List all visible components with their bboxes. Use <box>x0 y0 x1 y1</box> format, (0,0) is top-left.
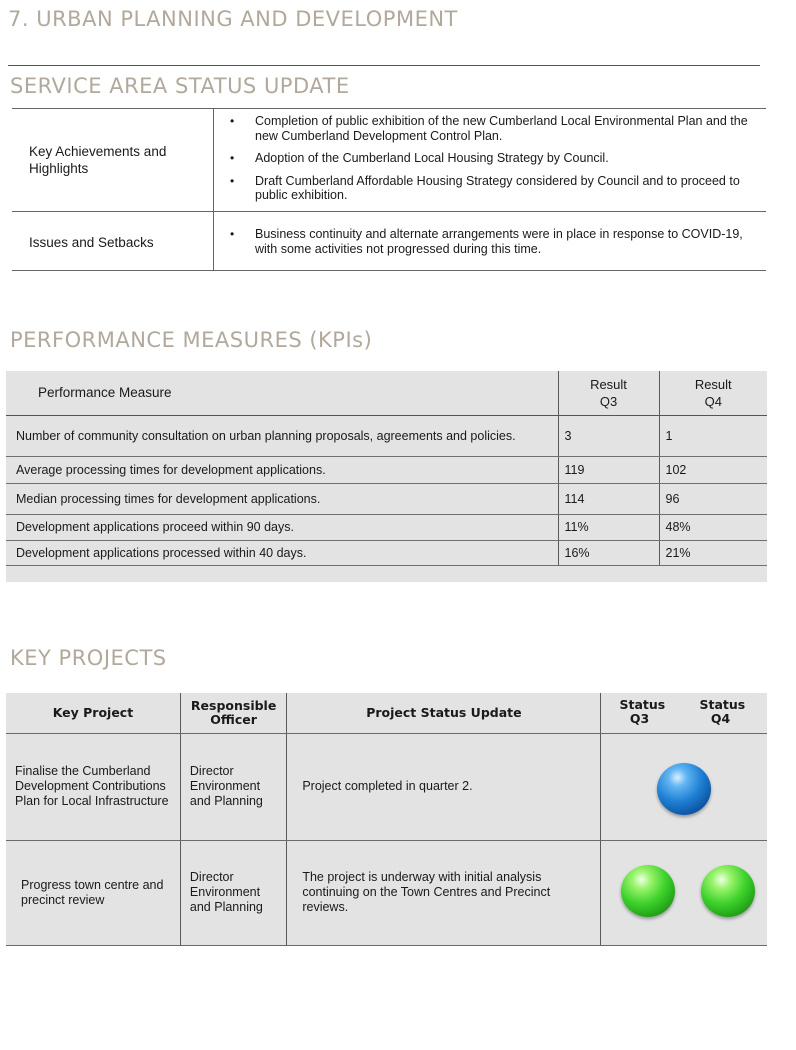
kpi-q3: 114 <box>558 483 659 514</box>
title-divider <box>8 65 760 66</box>
project-name: Finalise the Cumberland Development Contributions Plan for Local Infrastructure <box>6 733 180 840</box>
status-q3-on-track-icon <box>621 865 675 917</box>
kpi-q3: 3 <box>558 415 659 456</box>
project-officer: Director Environment and Planning <box>180 733 286 840</box>
table-row <box>6 514 767 540</box>
kpi-measure: Development applications proceed within 90 days. <box>6 514 558 540</box>
table-row <box>6 415 767 456</box>
table-row <box>6 840 767 945</box>
projects-header-update: Project Status Update <box>287 693 601 733</box>
key-achievements-label: Key Achievements and Highlights <box>29 144 167 176</box>
issues-setbacks-list <box>213 227 766 256</box>
list-item: • Completion of public exhibition of the new Cumberland Local Environmental Plan and the new Cumberland Development Control Plan. <box>213 114 766 143</box>
list-item: • Draft Cumberland Affordable Housing Strategy considered by Council and to proceed to public exhibition. <box>213 174 766 203</box>
project-officer: Director Environment and Planning <box>180 840 286 945</box>
projects-header-q3: Status Q3 <box>619 697 666 726</box>
kpi-header-measure: Performance Measure <box>6 371 558 415</box>
kpi-header-q3: Result Q3 <box>558 371 659 415</box>
kpi-measure: Number of community consultation on urban planning proposals, agreements and policies. <box>6 415 558 456</box>
project-status-cell <box>601 733 767 840</box>
project-status-cell <box>601 840 767 945</box>
kpi-measure: Median processing times for development applications. <box>6 483 558 514</box>
projects-header-q4: Status Q4 <box>699 697 746 726</box>
kpi-heading: PERFORMANCE MEASURES (KPIs) <box>10 328 373 352</box>
section-title: 7. URBAN PLANNING AND DEVELOPMENT <box>8 7 458 31</box>
kpi-q4: 96 <box>659 483 767 514</box>
projects-header-officer: Responsible Officer <box>180 693 286 733</box>
kpi-q3: 119 <box>558 456 659 483</box>
list-item: • Adoption of the Cumberland Local Housing Strategy by Council. <box>213 151 766 166</box>
kpi-header-row <box>6 371 767 415</box>
sa-mid-rule <box>12 211 766 212</box>
list-item: • Business continuity and alternate arrangements were in place in response to COVID-19, with some activities not progressed during this time. <box>213 227 766 256</box>
table-row <box>6 483 767 514</box>
status-q4-on-track-icon <box>701 865 755 917</box>
projects-header-row <box>6 693 767 733</box>
kpi-q4: 1 <box>659 415 767 456</box>
kpi-footer-row <box>6 565 767 582</box>
table-row <box>6 456 767 483</box>
kpi-q4: 48% <box>659 514 767 540</box>
key-achievements-list <box>213 114 766 203</box>
kpi-measure: Average processing times for development applications. <box>6 456 558 483</box>
issues-setbacks-label: Issues and Setbacks <box>29 235 154 250</box>
sa-top-rule <box>12 108 766 109</box>
kpi-table <box>6 371 767 582</box>
project-name: Progress town centre and precinct review <box>6 840 180 945</box>
status-completed-icon <box>657 763 711 815</box>
kpi-header-q4: Result Q4 <box>659 371 767 415</box>
projects-header-project: Key Project <box>6 693 180 733</box>
sa-bottom-rule <box>12 270 766 271</box>
kpi-q3: 16% <box>558 540 659 565</box>
kpi-q4: 21% <box>659 540 767 565</box>
kpi-measure: Development applications processed within 40 days. <box>6 540 558 565</box>
service-area-heading: SERVICE AREA STATUS UPDATE <box>10 74 350 98</box>
project-update: The project is underway with initial analysis continuing on the Town Centres and Precinct reviews. <box>287 840 601 945</box>
project-update: Project completed in quarter 2. <box>287 733 601 840</box>
kpi-q4: 102 <box>659 456 767 483</box>
table-row <box>6 733 767 840</box>
projects-header-status <box>601 693 767 733</box>
projects-heading: KEY PROJECTS <box>10 646 167 670</box>
projects-table <box>6 693 767 946</box>
table-row <box>6 540 767 565</box>
kpi-q3: 11% <box>558 514 659 540</box>
